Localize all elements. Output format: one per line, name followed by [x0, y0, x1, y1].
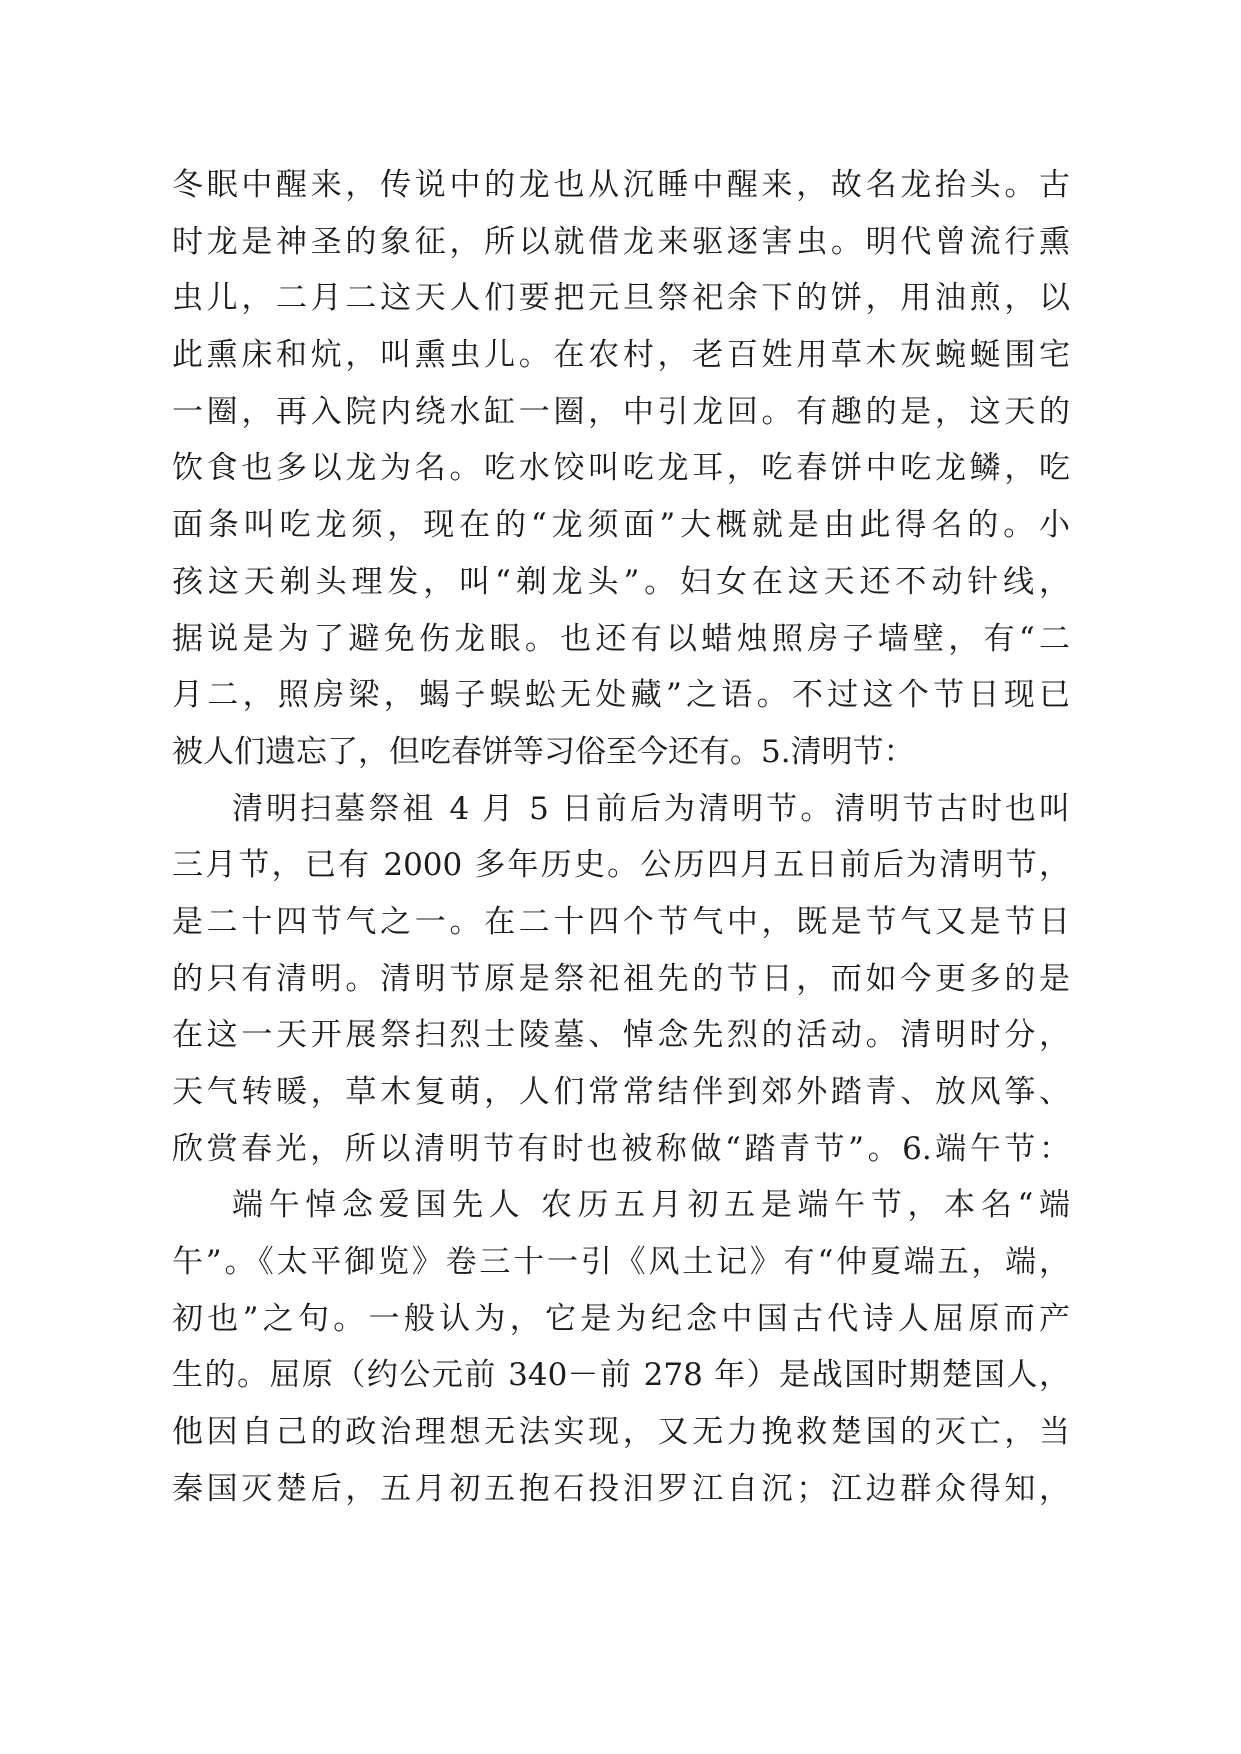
text-line: 在这一天开展祭扫烈士陵墓、悼念先烈的活动。清明时分， — [172, 1017, 1070, 1054]
text-line: 初也”之句。一般认为，它是为纪念中国古代诗人屈原而产 — [172, 1300, 1070, 1337]
text-line: 虫儿，二月二这天人们要把元旦祭祀余下的饼，用油煎，以 — [172, 280, 1070, 317]
text-line: 午”。《太平御览》卷三十一引《风土记》有“仲夏端五，端， — [172, 1244, 1070, 1281]
text-line: 三月节，已有 2000 多年历史。公历四月五日前后为清明节， — [172, 847, 1070, 884]
text-line: 端午悼念爱国先人 农历五月初五是端午节，本名“端 — [232, 1187, 1070, 1224]
text-line: 被人们遗忘了，但吃春饼等习俗至今还有。5.清明节： — [172, 733, 915, 770]
paragraph-dragon-head-festival — [172, 157, 1070, 781]
text-line: 一圈，再入院内绕水缸一圈，中引龙回。有趣的是，这天的 — [172, 393, 1070, 430]
document-body — [172, 157, 1070, 1518]
text-line: 此熏床和炕，叫熏虫儿。在农村，老百姓用草木灰蜿蜒围宅 — [172, 337, 1070, 374]
text-line: 据说是为了避免伤龙眼。也还有以蜡烛照房子墙壁，有“二 — [172, 620, 1070, 657]
text-line: 的只有清明。清明节原是祭祀祖先的节日，而如今更多的是 — [172, 960, 1070, 997]
text-line: 生的。屈原（约公元前 340－前 278 年）是战国时期楚国人， — [172, 1357, 1070, 1394]
text-line: 饮食也多以龙为名。吃水饺叫吃龙耳，吃春饼中吃龙鳞，吃 — [172, 450, 1070, 487]
text-line: 天气转暖，草木复萌，人们常常结伴到郊外踏青、放风筝、 — [172, 1074, 1070, 1110]
text-line: 面条叫吃龙须，现在的“龙须面”大概就是由此得名的。小 — [172, 507, 1070, 544]
text-line: 秦国灭楚后，五月初五抱石投汨罗江自沉；江边群众得知， — [172, 1470, 1070, 1507]
text-line: 是二十四节气之一。在二十四个节气中，既是节气又是节日 — [172, 903, 1070, 940]
text-line: 时龙是神圣的象征，所以就借龙来驱逐害虫。明代曾流行熏 — [172, 223, 1070, 260]
paragraph-qingming-festival — [172, 781, 1070, 1178]
text-line: 欣赏春光，所以清明节有时也被称做“踏青节”。6.端午节： — [172, 1130, 1070, 1167]
paragraph-dragon-boat-festival — [172, 1177, 1070, 1517]
text-line: 他因自己的政治理想无法实现，又无力挽救楚国的灭亡，当 — [172, 1414, 1070, 1451]
text-line: 冬眠中醒来，传说中的龙也从沉睡中醒来，故名龙抬头。古 — [172, 167, 1070, 203]
text-line: 月二，照房梁，蝎子蜈蚣无处藏”之语。不过这个节日现已 — [172, 677, 1070, 714]
text-line: 孩这天剃头理发，叫“剃龙头”。妇女在这天还不动针线， — [172, 563, 1070, 600]
text-line: 清明扫墓祭祖 4 月 5 日前后为清明节。清明节古时也叫 — [232, 790, 1070, 827]
